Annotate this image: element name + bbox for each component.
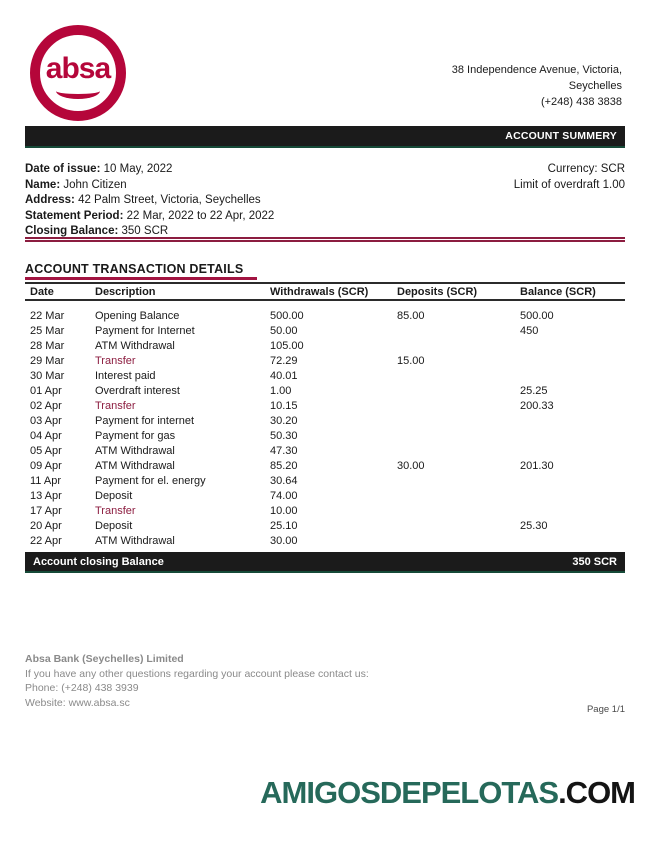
closing-bar-label: Account closing Balance	[33, 555, 164, 568]
cell-withdrawals: 72.29	[270, 354, 298, 367]
cell-balance	[520, 503, 625, 518]
transaction-row	[25, 308, 625, 323]
absa-logo	[30, 25, 126, 121]
account-summary-bar	[25, 126, 625, 148]
cell-date: 03 Apr	[30, 414, 62, 427]
cell-date: 30 Mar	[30, 369, 65, 382]
account-summary-label: ACCOUNT SUMMERY	[505, 130, 617, 142]
cell-withdrawals: 30.00	[270, 534, 298, 547]
date-of-issue-value: 10 May, 2022	[103, 163, 173, 175]
cell-date: 05 Apr	[30, 444, 62, 457]
transaction-row	[25, 533, 625, 548]
closing-balance-label: Closing Balance:	[25, 225, 119, 238]
cell-balance: 200.33	[520, 399, 554, 412]
cell-withdrawals: 25.10	[270, 519, 298, 532]
cell-balance: 201.30	[520, 459, 554, 472]
cell-date: 01 Apr	[30, 384, 62, 397]
cell-withdrawals: 74.00	[270, 489, 298, 502]
info-line-address	[25, 193, 625, 209]
currency-info-block	[514, 162, 625, 193]
cell-withdrawals: 500.00	[270, 309, 304, 322]
cell-withdrawals: 30.64	[270, 474, 298, 487]
bank-address-line1: 38 Independence Avenue, Victoria,	[451, 64, 622, 76]
cell-deposits	[397, 338, 520, 353]
cell-description: Transfer	[95, 504, 136, 517]
transaction-row	[25, 518, 625, 533]
cell-date: 20 Apr	[30, 519, 62, 532]
statement-period-label: Statement Period:	[25, 209, 124, 222]
cell-date: 22 Mar	[30, 309, 65, 322]
footer-phone: Phone: (+248) 438 3939	[25, 682, 139, 694]
cell-description: Payment for gas	[95, 429, 176, 442]
cell-withdrawals: 47.30	[270, 444, 298, 457]
col-header-balance: Balance (SCR)	[520, 283, 625, 300]
currency-line: Currency: SCR	[547, 163, 625, 175]
cell-date: 04 Apr	[30, 429, 62, 442]
cell-deposits	[397, 443, 520, 458]
watermark-suffix: .COM	[558, 775, 635, 810]
cell-description: Interest paid	[95, 369, 156, 382]
transaction-row	[25, 443, 625, 458]
cell-deposits	[397, 368, 520, 383]
transaction-row	[25, 458, 625, 473]
cell-withdrawals: 105.00	[270, 339, 304, 352]
cell-balance: 500.00	[520, 309, 554, 322]
cell-deposits	[397, 383, 520, 398]
info-line-statement-period	[25, 209, 625, 225]
cell-balance: 25.25	[520, 384, 548, 397]
overdraft-line: Limit of overdraft 1.00	[513, 178, 625, 191]
transactions-title: ACCOUNT TRANSACTION DETAILS	[25, 262, 244, 276]
footer-bank-name: Absa Bank (Seychelles) Limited	[25, 653, 184, 665]
cell-date: 02 Apr	[30, 399, 62, 412]
account-info	[25, 162, 625, 240]
cell-date: 22 Apr	[30, 534, 62, 547]
cell-withdrawals: 30.20	[270, 414, 298, 427]
cell-withdrawals: 50.30	[270, 429, 298, 442]
bank-contact-block	[452, 62, 622, 110]
address-label: Address:	[25, 194, 75, 207]
cell-description: Transfer	[95, 399, 136, 412]
transaction-rows	[25, 300, 625, 548]
page-number: Page 1/1	[586, 704, 625, 715]
transaction-row	[25, 323, 625, 338]
col-header-date: Date	[25, 283, 95, 300]
cell-withdrawals: 1.00	[270, 384, 292, 397]
transaction-row	[25, 368, 625, 383]
cell-description: Payment for el. energy	[95, 474, 206, 487]
watermark	[260, 775, 635, 811]
col-header-description: Description	[95, 283, 270, 300]
cell-deposits	[397, 428, 520, 443]
cell-date: 17 Apr	[30, 504, 62, 517]
cell-date: 13 Apr	[30, 489, 62, 502]
cell-deposits	[397, 398, 520, 413]
cell-balance	[520, 488, 625, 503]
transaction-row	[25, 488, 625, 503]
cell-balance: 450	[520, 324, 539, 337]
col-header-withdrawals: Withdrawals (SCR)	[270, 283, 397, 300]
cell-balance	[520, 338, 625, 353]
cell-deposits	[397, 518, 520, 533]
cell-balance	[520, 533, 625, 548]
bank-address-line2: Seychelles	[568, 80, 622, 92]
col-header-deposits: Deposits (SCR)	[397, 283, 520, 300]
cell-description: ATM Withdrawal	[95, 444, 175, 457]
cell-balance	[520, 353, 625, 368]
cell-deposits: 30.00	[397, 459, 425, 472]
cell-description: Payment for Internet	[95, 324, 195, 337]
cell-deposits	[397, 413, 520, 428]
closing-bar-value: 350 SCR	[572, 555, 617, 568]
cell-date: 25 Mar	[30, 324, 65, 337]
cell-balance	[520, 413, 625, 428]
cell-description: ATM Withdrawal	[95, 339, 175, 352]
transaction-row	[25, 353, 625, 368]
absa-logo-swoosh-icon	[56, 83, 100, 99]
cell-withdrawals: 40.01	[270, 369, 298, 382]
cell-description: Transfer	[95, 354, 136, 367]
cell-withdrawals: 50.00	[270, 324, 298, 337]
transactions-title-underline	[25, 277, 257, 280]
cell-withdrawals: 10.00	[270, 504, 298, 517]
cell-withdrawals: 85.20	[270, 459, 298, 472]
cell-date: 28 Mar	[30, 339, 65, 352]
cell-date: 11 Apr	[30, 474, 61, 487]
footer-website: Website: www.absa.sc	[25, 696, 130, 709]
name-label: Name:	[25, 178, 61, 191]
bank-phone: (+248) 438 3838	[540, 96, 622, 108]
double-rule-divider	[25, 237, 625, 242]
cell-description: Overdraft interest	[95, 384, 180, 397]
cell-description: Deposit	[95, 519, 133, 532]
cell-deposits: 85.00	[397, 309, 425, 322]
absa-logo-text: absa	[45, 52, 111, 85]
transaction-row	[25, 398, 625, 413]
cell-balance	[520, 473, 625, 488]
transaction-row	[25, 428, 625, 443]
cell-description: Opening Balance	[95, 309, 180, 322]
transaction-row	[25, 413, 625, 428]
cell-deposits	[397, 488, 520, 503]
name-value: John Citizen	[63, 178, 127, 191]
cell-description: ATM Withdrawal	[95, 459, 175, 472]
cell-balance: 25.30	[520, 519, 548, 532]
closing-balance-value: 350 SCR	[121, 225, 169, 238]
cell-date: 09 Apr	[30, 459, 62, 472]
cell-balance	[520, 428, 625, 443]
statement-period-value: 22 Mar, 2022 to 22 Apr, 2022	[126, 209, 275, 222]
transactions-table	[25, 282, 625, 548]
cell-deposits	[397, 503, 520, 518]
cell-balance	[520, 368, 625, 383]
transaction-row	[25, 338, 625, 353]
transaction-row	[25, 503, 625, 518]
cell-deposits: 15.00	[397, 354, 425, 367]
date-of-issue-label: Date of issue:	[25, 163, 101, 175]
watermark-main: AMIGOSDEPELOTAS	[260, 775, 559, 810]
footer	[25, 652, 625, 710]
transaction-row	[25, 473, 625, 488]
cell-withdrawals: 10.15	[270, 399, 298, 412]
cell-description: Deposit	[95, 489, 133, 502]
cell-balance	[520, 443, 625, 458]
closing-balance-bar	[25, 552, 625, 573]
cell-description: Payment for internet	[95, 414, 195, 427]
cell-date: 29 Mar	[30, 354, 65, 367]
transaction-row	[25, 383, 625, 398]
footer-contact-line: If you have any other questions regarding your account please contact us:	[25, 667, 369, 680]
cell-deposits	[397, 473, 520, 488]
cell-deposits	[397, 323, 520, 338]
cell-deposits	[397, 533, 520, 548]
transactions-table-header	[25, 283, 625, 300]
transactions-header-row	[25, 283, 625, 300]
address-value: 42 Palm Street, Victoria, Seychelles	[78, 194, 261, 207]
cell-description: ATM Withdrawal	[95, 534, 175, 547]
